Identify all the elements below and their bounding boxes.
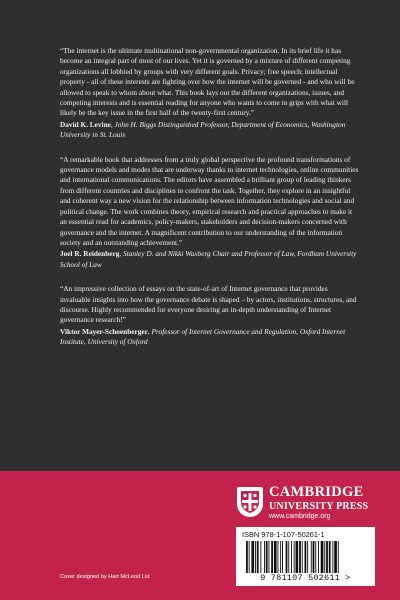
endorsement-quote: “The internet is the ultimate multinational non-governmental organization. In its brief life it has become an integral part of most of our lives. Yet it is governed by a mixture of different competing organizations all lobbied by groups with very different goals. Privacy; free speech; intellectual property - all of these interests are fighting over how the internet will be governed - and who will be allowed to speak to whom about what. This book lays out the different organizations, issues, and competing interests and is essential reading for anyone who wants to come to grips with what will likely be the key issue in the first half of the twenty-first century.” — [60, 46, 355, 118]
cover-credit: Cover designed by Hart McLeod Ltd — [60, 574, 150, 580]
endorser-title: Professor of Internet Governance and Regulation, Oxford Internet Institute, University of Oxford — [60, 326, 346, 347]
endorsements — [60, 46, 360, 362]
attribution-separator: , — [119, 249, 124, 259]
endorser-title: Stanley D. and Nikki Waxberg Chair and Professor of Law, Fordham University School of Law — [60, 249, 357, 269]
publisher-url: www.cambridge.org — [269, 513, 331, 520]
endorsement-attribution — [60, 327, 360, 348]
barcode-digits: 9 781107 502611 > — [260, 573, 351, 583]
attribution-separator: , — [110, 119, 115, 129]
endorsement-attribution — [60, 120, 360, 141]
endorsement-mayer-schoenberger — [60, 284, 360, 347]
endorsement-reidenberg — [60, 155, 360, 270]
publisher-name: CAMBRIDGE — [269, 484, 364, 500]
attribution-separator: , — [147, 326, 152, 336]
barcode-panel — [236, 527, 375, 586]
isbn-label: ISBN 978-1-107-50261-1 — [242, 530, 325, 539]
endorsement-quote: “A remarkable book that addresses from a truly global perspective the profound transformations of governance models and modes that are underway thanks to internet technologies, online communities and international communications. The editors have assembled a brilliant group of leading thinkers from different countries and disciplines to confront the task. Together, they explore in an insightful and coherent way a new vision for the relationship between information technologies and social and political change. The work combines theory, empirical research and practical approaches to make it an essential read for academics, policy-makers, stakeholders and decision-makers concerned with governance and the internet. A magnificent contribution to our understanding of the information society and an outstanding achievement.” — [60, 154, 359, 247]
endorsement-levine — [60, 46, 360, 141]
endorsement-quote: “An impressive collection of essays on the state-of-art of Internet governance that provides invaluable insights into how the governance debate is shaped – by actors, institutions, structures, and discourse. Highly recommended for everyone desiring an in-depth understanding of Internet governance research!” — [60, 284, 357, 325]
barcode-icon — [244, 541, 367, 573]
endorser-name: David K. Levine — [60, 119, 111, 129]
endorser-name: Joel R. Reidenberg — [60, 249, 120, 259]
endorsement-attribution — [60, 249, 360, 270]
endorser-name: Viktor Mayer-Schoenberger — [60, 326, 148, 336]
publisher-press: UNIVERSITY PRESS — [269, 501, 369, 512]
cambridge-shield-icon — [237, 487, 263, 517]
endorser-title: John H. Biggs Distinguished Professor, Department of Economics, Washington University in St. Louis — [60, 119, 346, 140]
